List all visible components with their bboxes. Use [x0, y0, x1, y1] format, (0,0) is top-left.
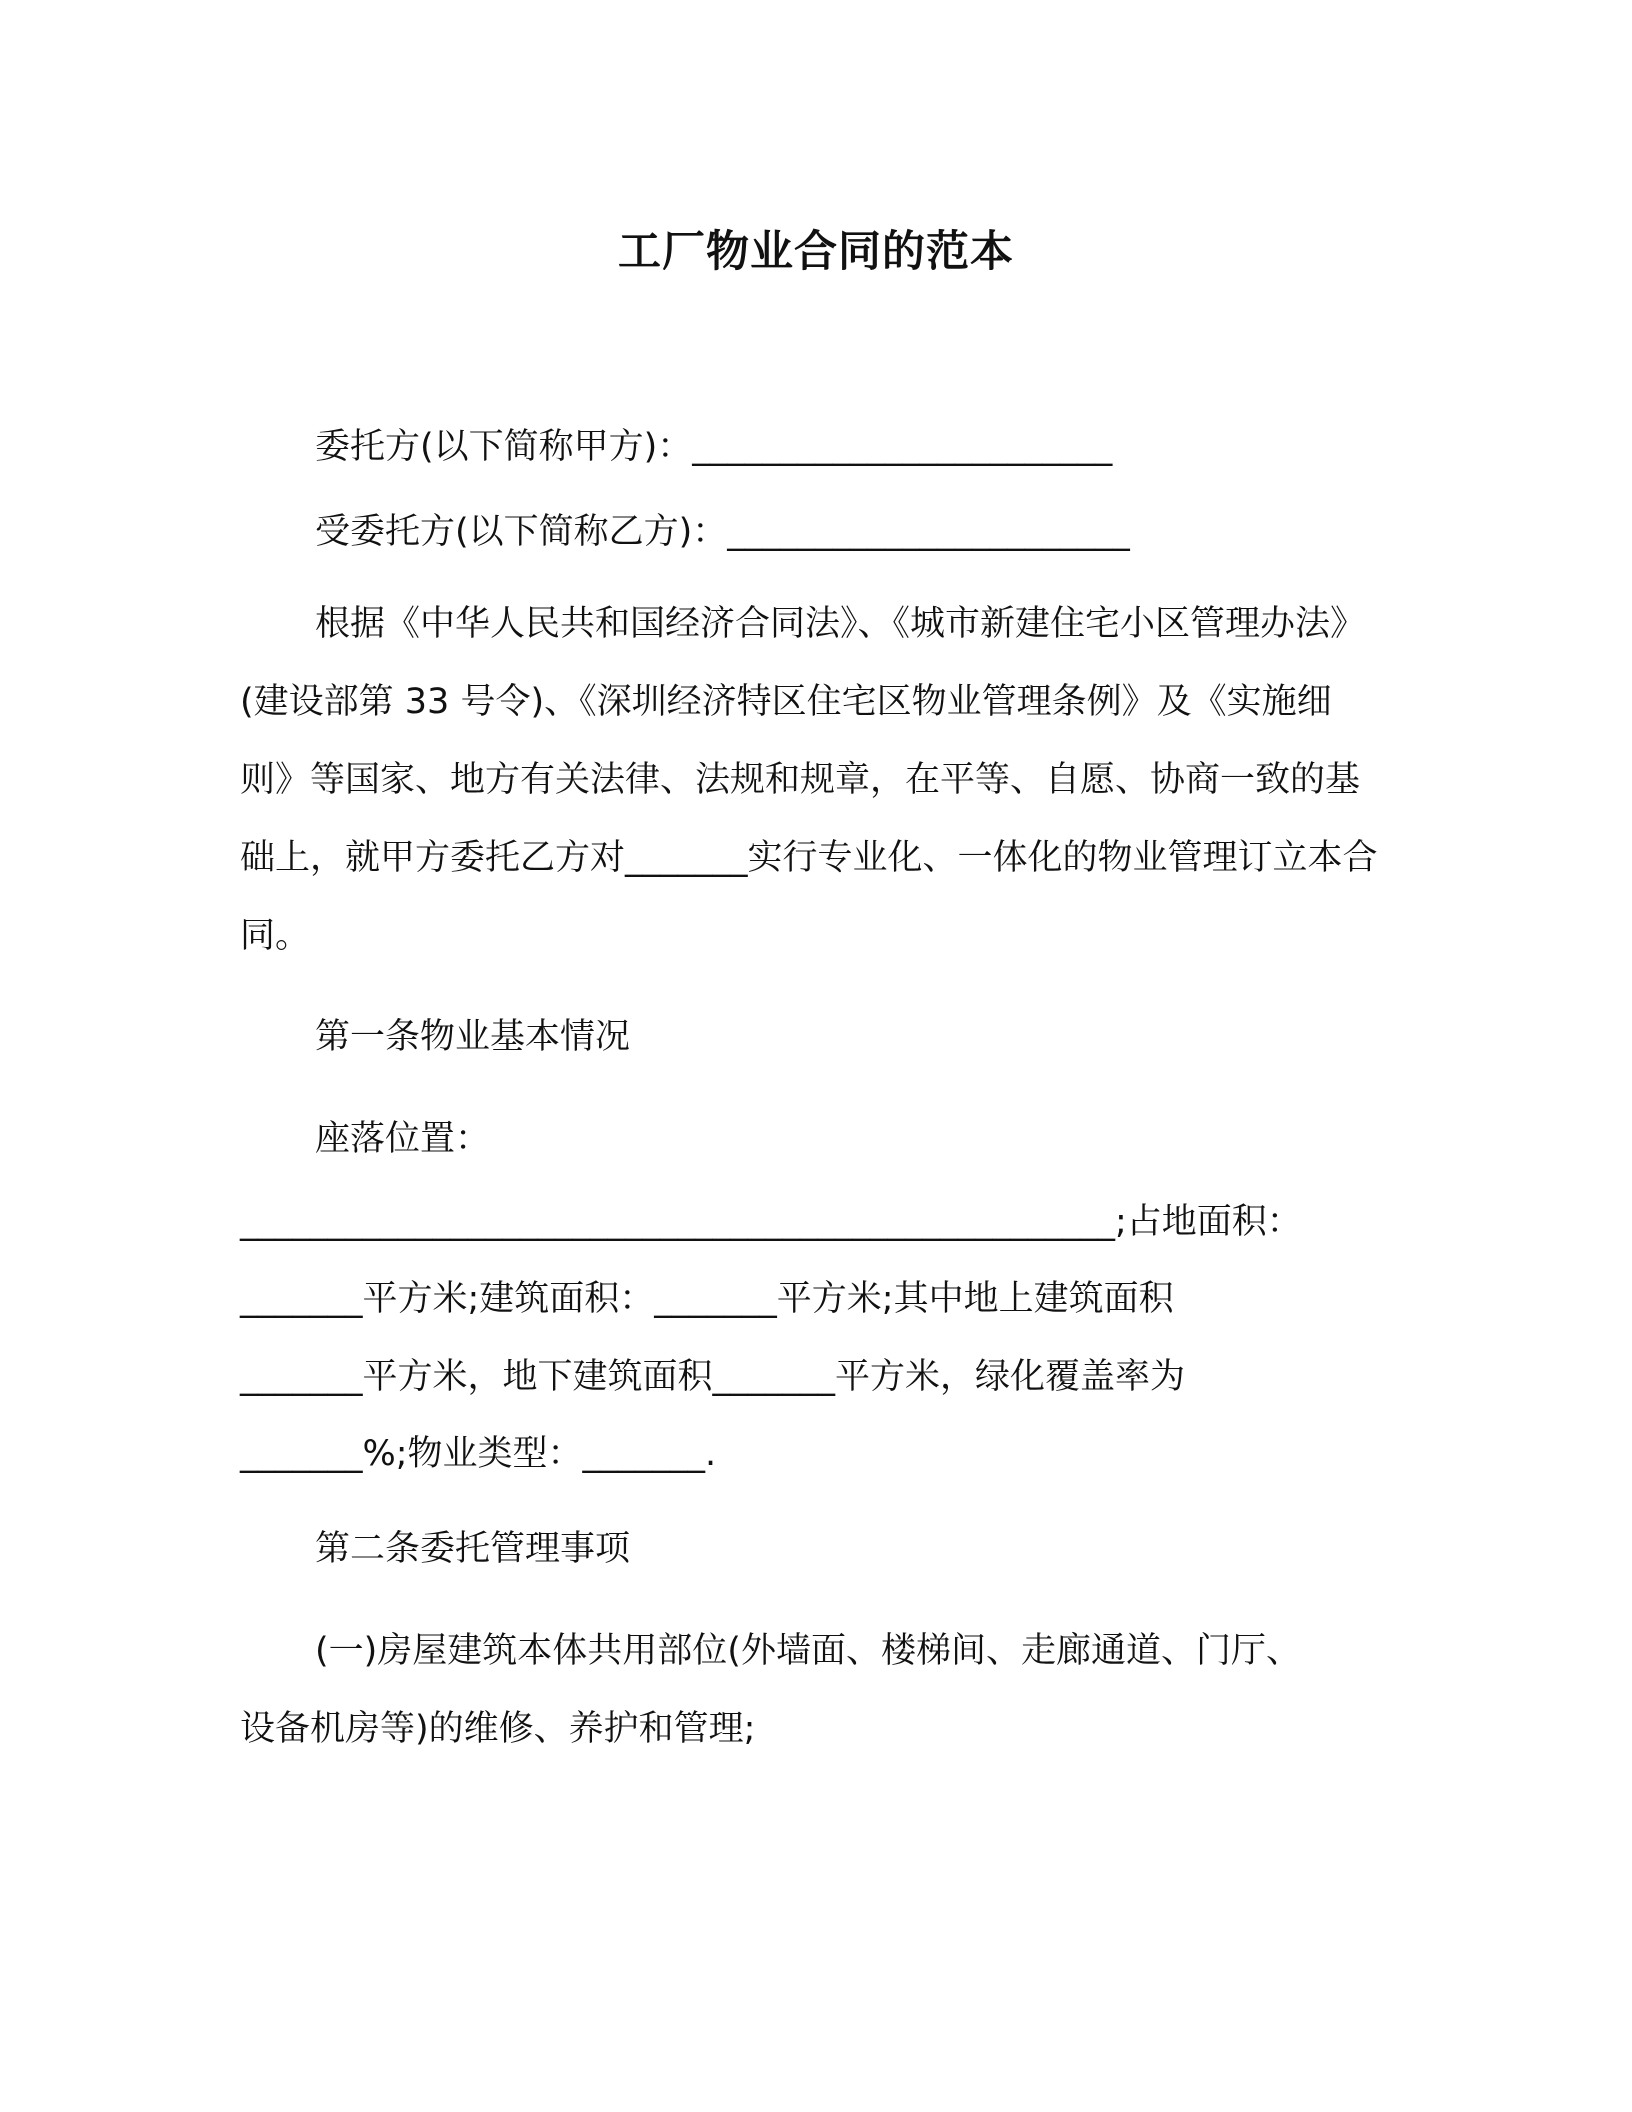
article-1-line-3: _______平方米，地下建筑面积_______平方米，绿化覆盖率为	[240, 1357, 1186, 1397]
article-1-line-4: _______%;物业类型：_______.	[240, 1434, 717, 1474]
party-b-line: 受委托方(以下简称乙方)：_______________________	[315, 512, 1130, 552]
item-1-line-1: (一)房屋建筑本体共用部位(外墙面、楼梯间、走廊通道、门厅、	[315, 1631, 1301, 1671]
article-1-line-2: _______平方米;建筑面积：_______平方米;其中地上建筑面积	[240, 1279, 1174, 1319]
document-title: 工厂物业合同的范本	[618, 227, 1014, 277]
party-a-line: 委托方(以下简称甲方)：________________________	[315, 427, 1113, 467]
location-label: 座落位置：	[315, 1119, 491, 1159]
item-1-line-2: 设备机房等)的维修、养护和管理;	[240, 1709, 756, 1749]
article-1-heading: 第一条物业基本情况	[315, 1017, 631, 1057]
article-1-line-1: __________________________________________________;占地面积：	[240, 1202, 1302, 1242]
article-2-heading: 第二条委托管理事项	[315, 1529, 631, 1569]
preamble-paragraph: 根据《中华人民共和国经济合同法》、《城市新建住宅小区管理办法》(建设部第 33 号令)、《深圳经济特区住宅区物业管理条例》及《实施细则》等国家、地方有关法律、法规和规章，在平等、自愿、协商一致的基础上，就甲方委托乙方对_______实行专业化、一体化的物业管理订立本合同。	[240, 604, 1378, 956]
